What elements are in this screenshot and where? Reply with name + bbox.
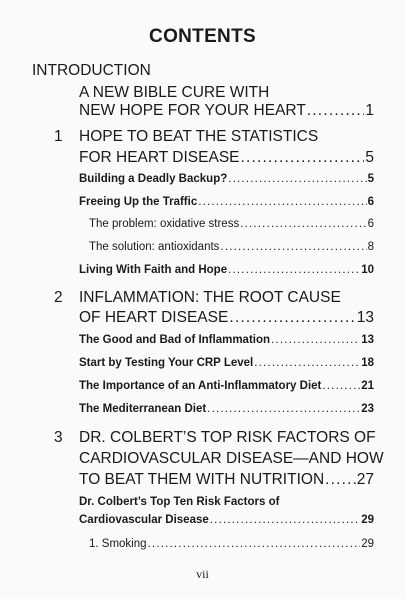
toc-entry[interactable] (79, 334, 374, 346)
page-number: 10 (361, 264, 374, 276)
page-title: CONTENTS (149, 26, 256, 47)
page-folio: vii (196, 567, 209, 581)
page-number: 13 (356, 309, 374, 326)
entry-label: Dr. Colbert’s Top Ten Risk Factors of (79, 496, 280, 508)
chapter-entry[interactable] (79, 471, 374, 489)
dot-leader (241, 149, 365, 167)
dot-leader (148, 538, 361, 550)
entry-label: Start by Testing Your CRP Level (79, 357, 254, 369)
chapter-number: 3 (54, 429, 63, 446)
toc-entry[interactable] (79, 196, 374, 208)
page-number: 6 (367, 218, 374, 230)
toc-entry[interactable] (79, 173, 374, 185)
entry-label: The Mediterranean Diet (79, 403, 207, 415)
dot-leader (229, 309, 355, 327)
entry-label: Building a Deadly Backup? (79, 173, 228, 185)
chapter-number: 2 (54, 289, 63, 306)
page-number: 8 (367, 241, 374, 253)
chapter-entry[interactable] (79, 309, 374, 327)
dot-leader (307, 102, 365, 120)
chapter-entry[interactable] (79, 149, 374, 167)
dot-leader (271, 334, 360, 346)
toc-subentry[interactable] (89, 538, 374, 550)
dot-leader (198, 196, 366, 208)
toc-entry[interactable] (79, 403, 374, 415)
chapter-title-line1: HOPE TO BEAT THE STATISTICS (79, 128, 319, 145)
introduction-heading: INTRODUCTION (32, 62, 151, 79)
introduction-entry[interactable] (79, 102, 374, 120)
page-number: 1 (365, 102, 374, 119)
dot-leader (325, 471, 356, 489)
entry-label: Living With Faith and Hope (79, 264, 228, 276)
chapter-title-line1: DR. COLBERT’S TOP RISK FACTORS OF (79, 429, 376, 446)
page-number: 29 (361, 514, 374, 526)
introduction-title-line2: NEW HOPE FOR YOUR HEART (79, 102, 306, 119)
introduction-title-line1: A NEW BIBLE CURE WITH (79, 84, 270, 101)
dot-leader (322, 380, 360, 392)
toc-subentry[interactable] (89, 241, 374, 253)
dot-leader (254, 357, 360, 369)
page-number: 27 (356, 471, 374, 488)
dot-leader (228, 264, 360, 276)
page-number: 18 (361, 357, 374, 369)
entry-label: The solution: antioxidants (89, 241, 220, 253)
entry-label-continued: Cardiovascular Disease (79, 514, 209, 526)
page-number: 13 (361, 334, 374, 346)
toc-subentry[interactable] (89, 218, 374, 230)
toc-entry[interactable] (79, 357, 374, 369)
page-number: 5 (365, 149, 374, 166)
entry-label: Freeing Up the Traffic (79, 196, 198, 208)
page-number: 6 (367, 196, 374, 208)
chapter-title-line3: TO BEAT THEM WITH NUTRITION (79, 471, 325, 488)
chapter-title-line2: CARDIOVASCULAR DISEASE—AND HOW (79, 450, 384, 467)
page-number: 21 (361, 380, 374, 392)
page-number: 23 (361, 403, 374, 415)
entry-label: The Importance of an Anti-Inflammatory Diet (79, 380, 322, 392)
page-number: 5 (367, 173, 374, 185)
toc-entry[interactable] (79, 380, 374, 392)
entry-label: 1. Smoking (89, 538, 147, 550)
dot-leader (207, 403, 360, 415)
chapter-title-line2: FOR HEART DISEASE (79, 149, 240, 166)
dot-leader (240, 218, 366, 230)
dot-leader (210, 514, 360, 526)
toc-entry[interactable] (79, 514, 374, 526)
chapter-title-line1: INFLAMMATION: THE ROOT CAUSE (79, 289, 341, 306)
toc-entry[interactable] (79, 264, 374, 276)
dot-leader (228, 173, 366, 185)
dot-leader (220, 241, 366, 253)
entry-label: The problem: oxidative stress (89, 218, 240, 230)
chapter-number: 1 (54, 128, 63, 145)
entry-label: The Good and Bad of Inflammation (79, 334, 271, 346)
page-number: 29 (361, 538, 374, 550)
chapter-title-line2: OF HEART DISEASE (79, 309, 229, 326)
